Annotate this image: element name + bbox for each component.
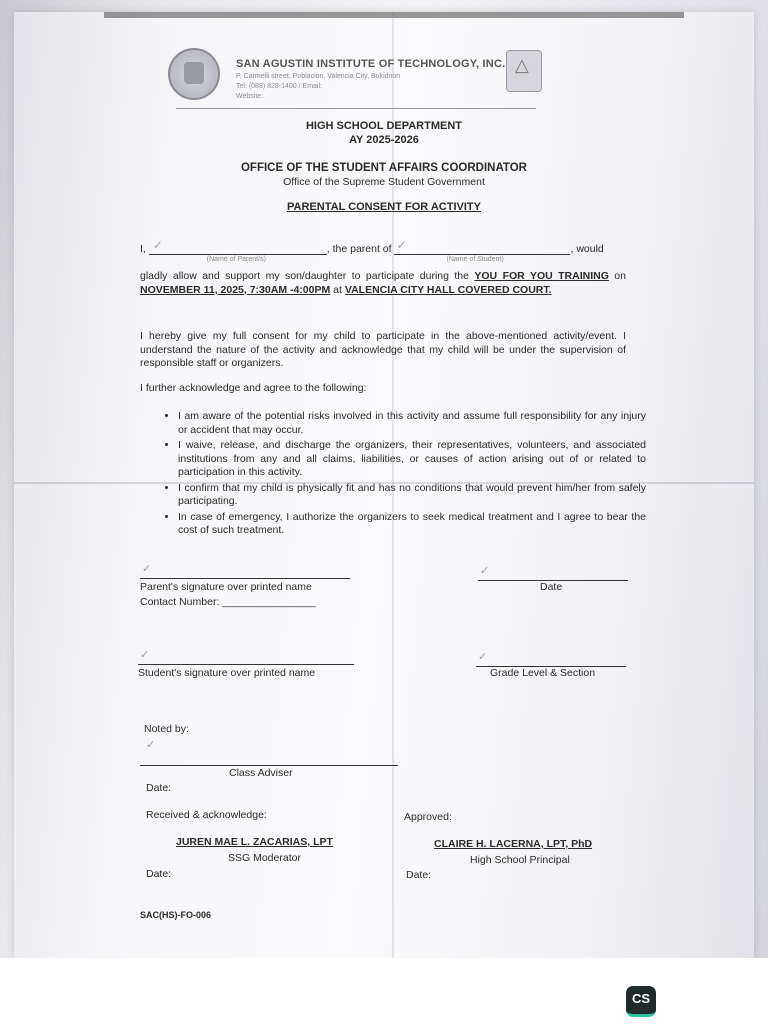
adviser-signature-line[interactable] <box>140 765 398 766</box>
institution-name: SAN AGUSTIN INSTITUTE OF TECHNOLOGY, INC. <box>236 58 506 70</box>
checkmark-icon: ✓ <box>146 739 156 751</box>
checkmark-icon: ✓ <box>152 238 163 252</box>
header-divider <box>176 108 536 109</box>
parent-signature-line[interactable] <box>140 578 350 579</box>
office-title: OFFICE OF THE STUDENT AFFAIRS COORDINATOR <box>240 162 527 174</box>
list-item: • In case of emergency, I authorize the organizers to seek medical treatment and I agree to bear the cost of such treatment. <box>178 511 646 538</box>
moderator-date-label: Date: <box>146 868 172 880</box>
form-code: SAC(HS)-FO-006 <box>140 910 212 920</box>
institution-header <box>166 42 536 108</box>
principal-date-label: Date: <box>406 869 432 881</box>
principal-title: High School Principal <box>470 854 570 866</box>
checkmark-icon: ✓ <box>478 651 488 663</box>
student-name-field[interactable]: ✓ (Name of Student) <box>394 242 570 255</box>
event-date: NOVEMBER 11, 2025, 7:30AM -4:00PM <box>140 283 331 296</box>
principal-name: CLAIRE H. LACERNA, LPT, PhD <box>434 838 593 850</box>
institution-website: Website: <box>236 93 264 100</box>
full-consent-paragraph: I hereby give my full consent for my child to participate in the above-mentioned activity/event. I understand the nature of the activity and acknowledge that my child will be under the supervision of responsible staff or organizers. <box>140 330 626 369</box>
parent-name-field[interactable]: ✓ (Name of Parent/s) <box>149 242 327 255</box>
acknowledgement-list <box>158 410 646 540</box>
list-item: • I am aware of the potential risks involved in this activity and assume full responsibility for any injury or accident that may occur. <box>178 410 646 437</box>
camscanner-logo-icon: CS <box>626 986 656 1017</box>
class-adviser-label: Class Adviser <box>229 767 293 779</box>
form-title: PARENTAL CONSENT FOR ACTIVITY <box>287 201 481 213</box>
parent-signature-label: Parent's signature over printed name <box>140 581 312 593</box>
event-name: YOU FOR YOU TRAINING <box>474 270 609 282</box>
office-subtitle: Office of the Supreme Student Government <box>283 176 485 188</box>
grade-section-label: Grade Level & Section <box>490 667 596 679</box>
school-seal-icon <box>168 48 220 100</box>
student-signature-label: Student's signature over printed name <box>138 667 316 679</box>
checkmark-icon: ✓ <box>140 649 150 661</box>
list-item: • I confirm that my child is physically fit and has no conditions that would prevent him/her from safely participating. <box>178 482 646 509</box>
top-edge-shadow <box>104 12 684 18</box>
institution-address: P. Carmelli street, Poblacion, Valencia City, Bukidnon <box>236 73 401 80</box>
acknowledge-paragraph: I further acknowledge and agree to the following: <box>140 382 367 394</box>
moderator-title: SSG Moderator <box>228 852 301 864</box>
adviser-date-label: Date: <box>146 782 172 794</box>
noted-by-label: Noted by: <box>144 723 189 735</box>
approved-label: Approved: <box>404 811 452 823</box>
institution-contact: Tel: (088) 828-1400 / Email: <box>236 83 322 90</box>
checkmark-icon: ✓ <box>142 563 152 575</box>
department-title: HIGH SCHOOL DEPARTMENT <box>305 120 463 132</box>
consent-name-line: I, ✓ (Name of Parent/s) , the parent of ✓ (Name of Student) , would <box>140 238 604 263</box>
student-signature-line[interactable] <box>138 664 354 665</box>
list-item: • I waive, release, and discharge the organizers, their representatives, volunteers, and associated institutions from any and all claims, liabilities, or causes of action arising out of or related to participation in this activity. <box>178 439 646 480</box>
checkmark-icon: ✓ <box>396 238 407 252</box>
moderator-name: JUREN MAE L. ZACARIAS, LPT <box>176 836 333 848</box>
date-label: Date <box>540 581 563 593</box>
consent-paragraph: gladly allow and support my son/daughter to participate during the YOU FOR YOU TRAINING on NOVEMBER 11, 2025, 7:30AM -4:00PM at VALENCIA CITY HALL COVERED COURT. <box>140 270 626 296</box>
accreditation-logo-icon: △ <box>506 50 542 92</box>
academic-year: AY 2025-2026 <box>349 134 419 146</box>
event-venue: VALENCIA CITY HALL COVERED COURT. <box>344 283 552 296</box>
checkmark-icon: ✓ <box>480 565 490 577</box>
received-label: Received & acknowledge: <box>146 809 267 821</box>
contact-number-label: Contact Number: ________________ <box>140 596 316 608</box>
